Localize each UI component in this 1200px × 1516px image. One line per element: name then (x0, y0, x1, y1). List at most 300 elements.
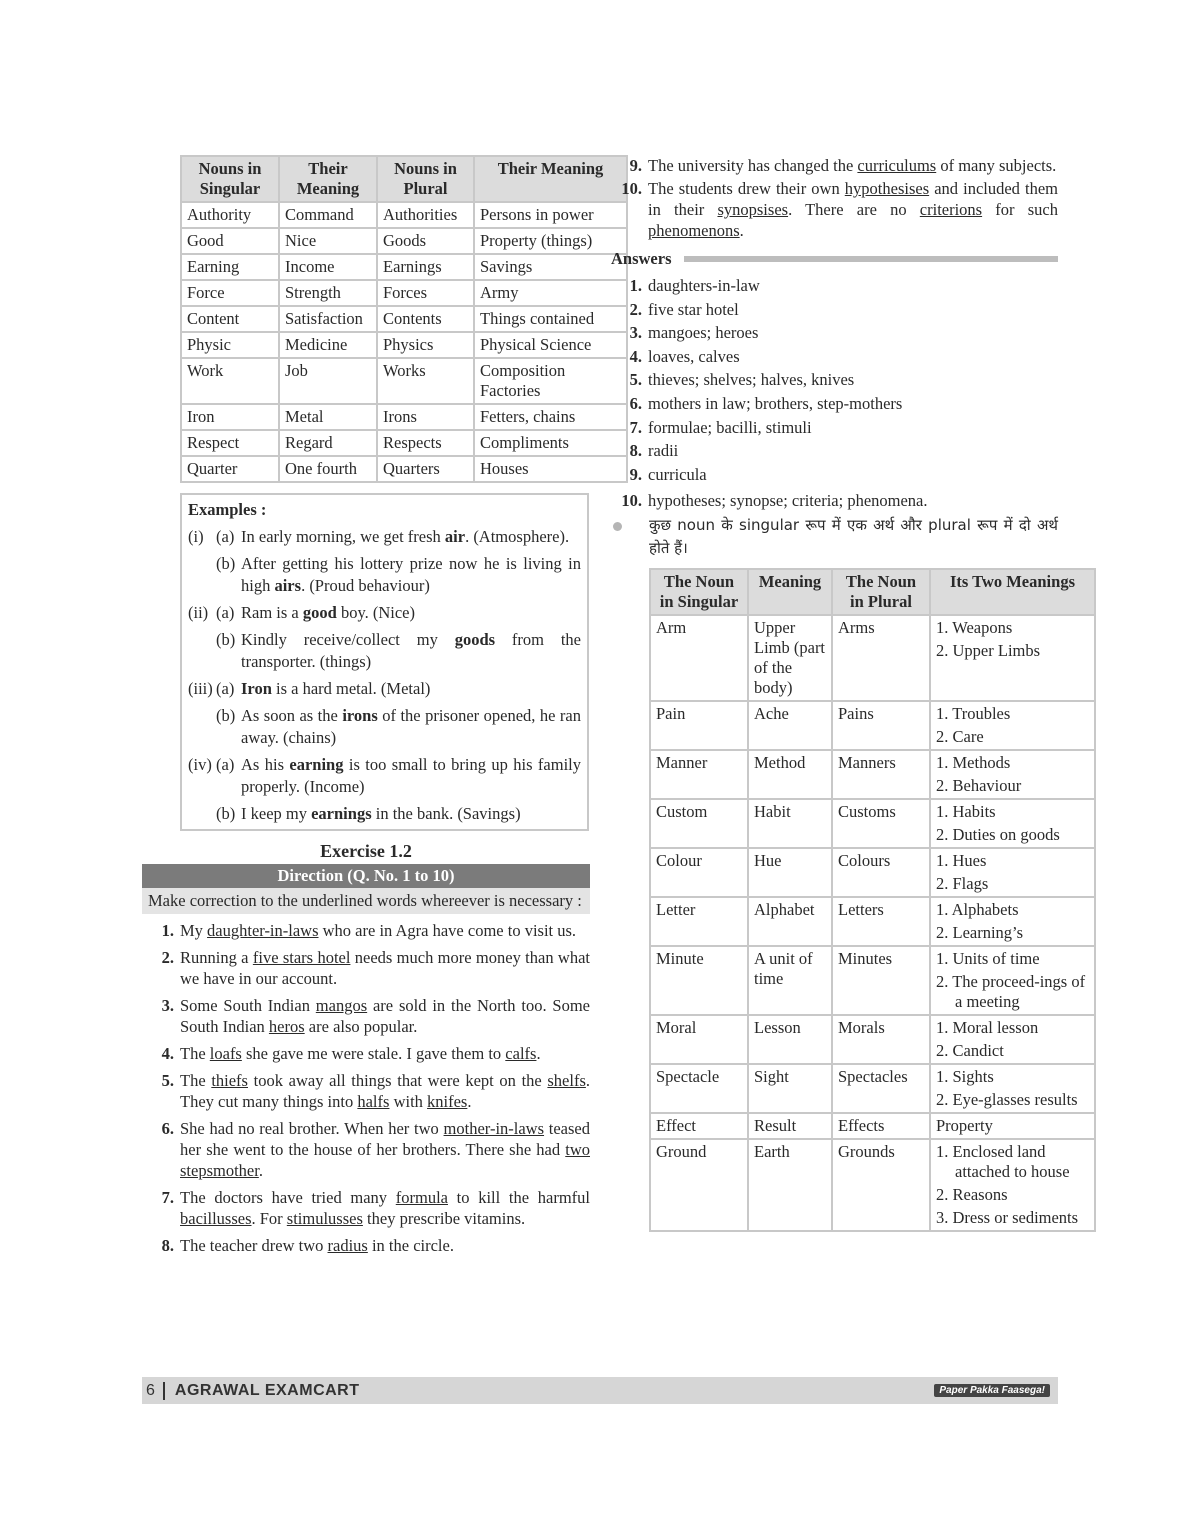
question-number: 1. (161, 921, 174, 940)
table-cell: Goods (377, 228, 474, 254)
table-cell: Minute (650, 946, 748, 1015)
table-cell: Irons (377, 404, 474, 430)
underlined-word: heros (268, 1017, 305, 1036)
footer-divider (163, 1382, 165, 1400)
text-run: teased her she went to the house of her brothers. There she had (180, 1119, 591, 1159)
table-cell: Quarter (181, 456, 279, 482)
example-sub-label: (b) (216, 554, 236, 573)
text-run: In early morning, we get fresh (241, 527, 445, 546)
answer-number: 4. (629, 346, 642, 366)
example-text (241, 705, 581, 749)
table-cell: Earnings (377, 254, 474, 280)
answer-text: mothers in law; brothers, step-mothers (648, 393, 903, 413)
answers-list (611, 275, 1058, 511)
table-cell: Content (181, 306, 279, 332)
table-cell: Manner (650, 750, 748, 799)
table-cell: Ground (650, 1139, 748, 1231)
example-item (188, 526, 581, 548)
keyword: good (302, 603, 337, 622)
answers-heading (611, 249, 1058, 269)
text-run: The (180, 1071, 212, 1090)
text-run: is a hard metal. (Metal) (271, 679, 431, 698)
example-text (241, 553, 581, 597)
example-sub-label: (a) (216, 527, 235, 546)
table-cell: Iron (181, 404, 279, 430)
text-run: I keep my (241, 804, 312, 823)
question-number: 3. (161, 996, 174, 1015)
column-header: Its Two Meanings (930, 569, 1095, 615)
question-item (142, 1187, 590, 1229)
text-run: . (536, 1044, 541, 1063)
table-cell: Authority (181, 202, 279, 228)
table-cell: Letters (832, 897, 930, 946)
table-cell: Physical Science (474, 332, 627, 358)
underlined-word: thiefs (211, 1071, 248, 1090)
table-cell: Grounds (832, 1139, 930, 1231)
meaning-item: 1. Moral lesson (936, 1017, 1039, 1037)
meaning-item: 1. Troubles (936, 703, 1011, 723)
table-cell: Customs (832, 799, 930, 848)
text-run: took away all things that were kept on the (247, 1071, 548, 1090)
answer-text: loaves, calves (648, 346, 740, 366)
meaning-item: 1. Alphabets (936, 899, 1019, 919)
underlined-word: five stars hotel (252, 948, 351, 967)
table-cell-meanings (930, 701, 1095, 750)
table-row (650, 897, 1095, 946)
answer-item (611, 440, 1058, 461)
question-item (142, 1235, 590, 1256)
table-cell-meanings (930, 750, 1095, 799)
table-cell: Regard (279, 430, 377, 456)
publisher-logo: AGRAWAL EXAMCART (174, 1381, 360, 1399)
table-cell: A unit of time (748, 946, 832, 1015)
example-text (241, 754, 581, 798)
question-text (180, 1043, 590, 1064)
table-cell-meanings (930, 897, 1095, 946)
question-list-continued (611, 155, 1058, 241)
table-cell: Compliments (474, 430, 627, 456)
text-run: . (258, 1161, 263, 1180)
example-item (188, 705, 581, 749)
underlined-word: phenomenons (648, 221, 740, 240)
meaning-item: 2. Learning’s (936, 922, 1024, 942)
text-run: are sold in the North too. Some South Indian (180, 996, 590, 1036)
table-row (650, 1139, 1095, 1231)
question-text (180, 1235, 590, 1256)
table-cell: Houses (474, 456, 627, 482)
keyword: airs (274, 576, 302, 595)
table-cell: Lesson (748, 1015, 832, 1064)
meaning-item: 2. Duties on goods (936, 824, 1060, 844)
answer-text: daughters-in-law (648, 276, 760, 295)
table-cell: Earning (181, 254, 279, 280)
bullet-icon (611, 514, 649, 560)
meaning-item: 2. Reasons (936, 1184, 1008, 1204)
answer-number: 10. (621, 490, 642, 510)
text-run: she gave me were stale. I gave them to (241, 1044, 506, 1063)
text-run: Kindly receive/collect my (241, 630, 455, 649)
keyword: irons (342, 706, 378, 725)
text-run: of the prisoner opened, he ran away. (chains) (241, 706, 581, 747)
meaning-item: 2. Candict (936, 1040, 1004, 1060)
table-row (650, 615, 1095, 701)
table-cell: Alphabet (748, 897, 832, 946)
table-cell: Method (748, 750, 832, 799)
meaning-item: 1. Enclosed land attached to house (936, 1141, 1070, 1181)
text-run: As his (241, 755, 290, 774)
underlined-word: curriculums (857, 156, 937, 175)
answer-text: formulae; bacilli, stimuli (648, 417, 812, 437)
table-cell: Pains (832, 701, 930, 750)
table-cell: Habit (748, 799, 832, 848)
example-sub-label: (b) (216, 706, 236, 725)
question-item (142, 920, 590, 941)
meaning-item: 2. Upper Limbs (936, 640, 1041, 660)
table-cell: Arm (650, 615, 748, 701)
bullet-note (611, 514, 1058, 560)
text-run: from the transporter. (things) (241, 630, 581, 671)
text-run: they prescribe vitamins. (362, 1209, 526, 1228)
table-cell: Colours (832, 848, 930, 897)
text-run: She had no real brother. When her two (180, 1119, 444, 1138)
table-cell: Contents (377, 306, 474, 332)
underlined-word: hypothesises (844, 179, 930, 198)
text-run: . They cut many things into (180, 1071, 591, 1111)
table-row (181, 306, 627, 332)
meaning-item: 1. Weapons (936, 617, 1013, 637)
underlined-word: calfs (505, 1044, 537, 1063)
answer-item (611, 299, 1058, 320)
table-row (650, 848, 1095, 897)
plural-two-meanings-table (649, 568, 1096, 1232)
example-sub-label: (b) (216, 804, 236, 823)
answer-number: 2. (629, 299, 642, 319)
table-cell: One fourth (279, 456, 377, 482)
heading-rule (684, 256, 1059, 262)
table-cell: Physics (377, 332, 474, 358)
example-text (241, 629, 581, 673)
answer-text: curricula (648, 464, 707, 484)
table-cell: Fetters, chains (474, 404, 627, 430)
table-body (650, 615, 1095, 1231)
text-run: As soon as the (241, 706, 343, 725)
text-run: . (467, 1092, 472, 1111)
example-item (188, 553, 581, 597)
bullet-text: कुछ noun के singular रूप में एक अर्थ और plural रूप में दो अर्थ होते हैं। (649, 515, 1058, 557)
meaning-item: 2. The proceed-ings of a meeting (936, 971, 1086, 1011)
text-run: boy. (Nice) (336, 603, 416, 622)
example-text (241, 526, 581, 548)
table-row (650, 750, 1095, 799)
table-cell: Upper Limb (part of the body) (748, 615, 832, 701)
table-row (650, 1015, 1095, 1064)
underlined-word: formula (395, 1188, 448, 1207)
answer-number: 1. (629, 276, 642, 295)
meaning-item: 2. Eye-glasses results (936, 1089, 1078, 1109)
table-cell: Quarters (377, 456, 474, 482)
meaning-item: Property (936, 1115, 993, 1135)
table-cell: Earth (748, 1139, 832, 1231)
question-number: 6. (161, 1119, 174, 1138)
text-run: The (180, 1044, 210, 1063)
question-text (180, 995, 590, 1037)
text-run: . (Proud behaviour) (301, 576, 430, 595)
table-cell: Spectacles (832, 1064, 930, 1113)
table-cell: Medicine (279, 332, 377, 358)
page-number: 6 (146, 1381, 155, 1399)
text-run: of many subjects. (936, 156, 1057, 175)
text-run: to kill the harmful (447, 1188, 590, 1207)
text-run: . For (251, 1209, 287, 1228)
exercise-title: Exercise 1.2 (320, 841, 412, 861)
question-item (142, 995, 590, 1037)
table-cell: Nice (279, 228, 377, 254)
table-row (650, 799, 1095, 848)
question-item (142, 1118, 590, 1181)
example-sub-label: (b) (216, 630, 236, 649)
question-number: 9. (629, 156, 642, 175)
table-cell: Spectacle (650, 1064, 748, 1113)
direction-bar: Direction (Q. No. 1 to 10) (142, 864, 590, 888)
text-run: The doctors have tried many (180, 1188, 396, 1207)
column-header: Their Meaning (279, 156, 377, 202)
text-run: with (389, 1092, 428, 1111)
table-cell: Composition Factories (474, 358, 627, 404)
underlined-word: mangos (315, 996, 368, 1015)
table-cell: Respects (377, 430, 474, 456)
keyword: Iron (241, 679, 272, 698)
answer-item (611, 322, 1058, 343)
text-run: who are in Agra have come to visit us. (318, 921, 577, 940)
underlined-word: two stepsmother (180, 1140, 590, 1180)
table-cell: Army (474, 280, 627, 306)
example-number: (iv) (188, 755, 212, 774)
table-cell: Authorities (377, 202, 474, 228)
example-sub-label: (a) (216, 755, 235, 774)
text-run: My (180, 921, 208, 940)
answers-title: Answers (611, 249, 672, 268)
table-cell: Job (279, 358, 377, 404)
table-row (181, 404, 627, 430)
instruction-text: Make correction to the underlined words whereever is necessary : (142, 888, 590, 914)
underlined-word: bacillusses (180, 1209, 252, 1228)
question-number: 2. (161, 948, 174, 967)
text-run: After getting his lottery prize now he is living in high (241, 554, 581, 595)
noun-meaning-table (180, 155, 628, 483)
examples-box (180, 493, 589, 831)
question-text (180, 1118, 590, 1181)
column-header: Nouns in Singular (181, 156, 279, 202)
question-number: 8. (161, 1236, 174, 1255)
example-item (188, 602, 581, 624)
column-header: Meaning (748, 569, 832, 615)
text-run: are also popular. (304, 1017, 418, 1036)
underlined-word: daughter-in-laws (207, 921, 319, 940)
text-run: for such (982, 200, 1058, 219)
table-cell-meanings (930, 1064, 1095, 1113)
text-run: Ram is a (241, 603, 303, 622)
table-cell: Things contained (474, 306, 627, 332)
answer-item (611, 464, 1058, 485)
answer-number: 6. (629, 393, 642, 413)
example-sub-label: (a) (216, 679, 235, 698)
table-cell: Savings (474, 254, 627, 280)
answer-text: radii (648, 441, 679, 461)
question-text (648, 155, 1058, 176)
question-item (142, 1070, 590, 1112)
table-cell-meanings (930, 848, 1095, 897)
text-run: The teacher drew two (180, 1236, 328, 1255)
answer-text: mangoes; heroes (648, 323, 759, 343)
question-number: 4. (161, 1044, 174, 1063)
example-number: (i) (188, 527, 204, 546)
answer-item (611, 275, 1058, 296)
meaning-item: 2. Care (936, 726, 984, 746)
table-cell: Respect (181, 430, 279, 456)
table-cell: Effects (832, 1113, 930, 1139)
example-item (188, 803, 581, 825)
question-text (648, 178, 1058, 241)
text-run: Running a (180, 948, 253, 967)
answer-number: 9. (629, 464, 642, 484)
table-cell: Hue (748, 848, 832, 897)
question-item (142, 947, 590, 989)
table-cell: Letter (650, 897, 748, 946)
table-cell-meanings (930, 946, 1095, 1015)
table-cell-meanings (930, 1139, 1095, 1231)
meaning-item: 1. Hues (936, 850, 987, 870)
underlined-word: synopsises (717, 200, 789, 219)
underlined-word: shelfs (547, 1071, 586, 1090)
table-cell: Good (181, 228, 279, 254)
table-row (650, 1064, 1095, 1113)
table-cell: Command (279, 202, 377, 228)
text-run: . (Atmosphere). (465, 527, 570, 546)
text-run: is too small to bring up his family properly. (Income) (241, 755, 581, 796)
question-text (180, 1187, 590, 1229)
right-column (611, 155, 1086, 1232)
example-item (188, 754, 581, 798)
question-number: 10. (621, 179, 642, 198)
table-row (181, 358, 627, 404)
text-run: . (739, 221, 744, 240)
table-cell: Property (things) (474, 228, 627, 254)
table-cell: Manners (832, 750, 930, 799)
keyword: air (444, 527, 466, 546)
table-cell: Colour (650, 848, 748, 897)
table-cell-meanings (930, 1015, 1095, 1064)
meaning-item: 2. Flags (936, 873, 989, 893)
question-item (142, 1043, 590, 1064)
table-cell: Sight (748, 1064, 832, 1113)
column-header: Their Meaning (474, 156, 627, 202)
keyword: goods (454, 630, 496, 649)
table-cell: Physic (181, 332, 279, 358)
text-run: in the bank. (Savings) (371, 804, 521, 823)
question-text (180, 947, 590, 989)
question-number: 7. (161, 1188, 174, 1207)
text-run: needs much more money than what we have in our account. (180, 948, 590, 988)
answer-item (611, 393, 1058, 414)
table-row (181, 280, 627, 306)
table-cell: Metal (279, 404, 377, 430)
example-text (241, 678, 581, 700)
table-cell: Forces (377, 280, 474, 306)
table-row (650, 701, 1095, 750)
column-header: The Noun in Plural (832, 569, 930, 615)
table-cell: Effect (650, 1113, 748, 1139)
keyword: earnings (311, 804, 372, 823)
text-run: in the circle. (367, 1236, 454, 1255)
underlined-word: loafs (209, 1044, 242, 1063)
table-header-row (181, 156, 627, 202)
question-number: 5. (161, 1071, 174, 1090)
text-run: and included them in their (648, 179, 1058, 219)
answer-item (611, 490, 1058, 511)
question-text (180, 920, 590, 941)
table-cell: Minutes (832, 946, 930, 1015)
answer-number: 3. (629, 323, 642, 343)
text-run: . There are no (788, 200, 920, 219)
table-row (650, 946, 1095, 1015)
page-footer (142, 1377, 1058, 1404)
meaning-item: 1. Habits (936, 801, 996, 821)
table-cell: Morals (832, 1015, 930, 1064)
table-cell: Ache (748, 701, 832, 750)
example-text (241, 803, 581, 825)
table-cell: Persons in power (474, 202, 627, 228)
column-header: Nouns in Plural (377, 156, 474, 202)
table-cell: Income (279, 254, 377, 280)
meaning-item: 1. Sights (936, 1066, 994, 1086)
tagline-badge: Paper Pakka Faasega! (934, 1384, 1050, 1397)
table-cell: Result (748, 1113, 832, 1139)
table-cell: Custom (650, 799, 748, 848)
table-row (650, 1113, 1095, 1139)
table-header-row (650, 569, 1095, 615)
table-row (181, 254, 627, 280)
table-row (181, 456, 627, 482)
table-cell: Moral (650, 1015, 748, 1064)
meaning-item: 3. Dress or sediments (936, 1207, 1079, 1227)
meaning-item: 1. Methods (936, 752, 1011, 772)
table-cell: Force (181, 280, 279, 306)
table-cell: Satisfaction (279, 306, 377, 332)
table-row (181, 430, 627, 456)
table-row (181, 332, 627, 358)
example-text (241, 602, 581, 624)
text-run: The university has changed the (648, 156, 858, 175)
underlined-word: halfs (357, 1092, 390, 1111)
answer-text: hypotheses; synopse; criteria; phenomena. (648, 490, 928, 510)
underlined-word: radius (327, 1236, 368, 1255)
table-cell: Work (181, 358, 279, 404)
table-cell-meanings (930, 615, 1095, 701)
table-cell-meanings (930, 799, 1095, 848)
underlined-word: criterions (919, 200, 983, 219)
underlined-word: knifes (427, 1092, 468, 1111)
meaning-item: 2. Behaviour (936, 775, 1022, 795)
underlined-word: mother-in-laws (443, 1119, 545, 1138)
text-run: The students drew their own (648, 179, 845, 198)
table-cell: Strength (279, 280, 377, 306)
meaning-item: 1. Units of time (936, 948, 1040, 968)
table-cell: Works (377, 358, 474, 404)
table-cell: Arms (832, 615, 930, 701)
underlined-word: stimulusses (286, 1209, 363, 1228)
examples-title: Examples : (188, 500, 267, 519)
question-text (180, 1070, 590, 1112)
